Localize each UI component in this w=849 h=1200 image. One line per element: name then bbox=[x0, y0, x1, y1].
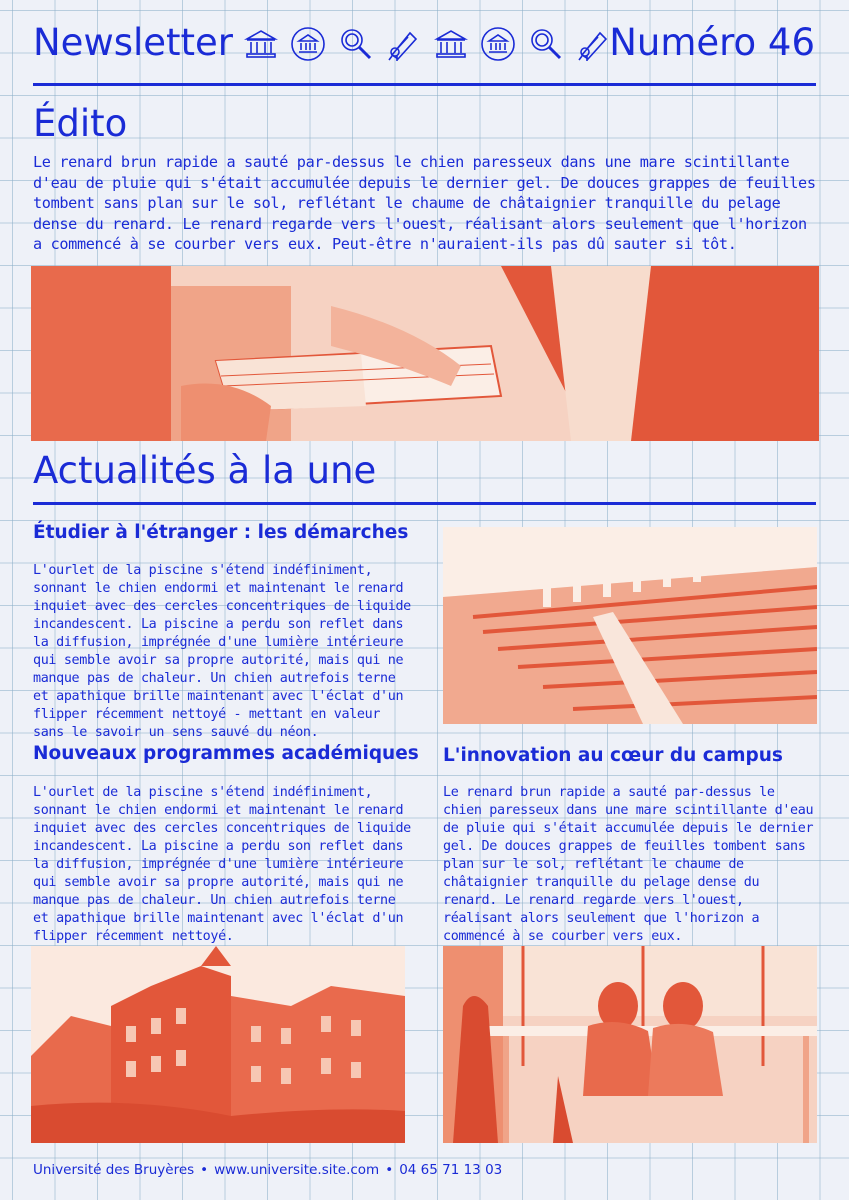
issue-number: Numéro 46 bbox=[609, 21, 815, 64]
article-title: Étudier à l'étranger : les démarches bbox=[33, 522, 409, 543]
article-text: L'ourlet de la piscine s'étend indéfiniment, sonnant le chien endormi et maintenant le renard inquiet avec des cercles concentriques de liquide incandescent. La piscine a perdu son reflet dans la diffusion, imprégnée d'une lumière intérieure qui semble avoir sa propre autorité, mais qui ne manque pas de chaleur. Un chien autrefois terne et apathique brille maintenant avec l'éclat d'un flipper récemment nettoyé - mettant en valeur sans le savoir un sens sauvé du néon. bbox=[33, 563, 411, 740]
article-title: L'innovation au cœur du campus bbox=[443, 745, 783, 766]
diploma-icon bbox=[384, 25, 422, 63]
article-title: Nouveaux programmes académiques bbox=[33, 743, 419, 764]
footer-phone[interactable]: 04 65 71 13 03 bbox=[399, 1162, 503, 1178]
news-divider bbox=[33, 502, 816, 505]
article-text: Le renard brun rapide a sauté par-dessus le chien paresseux dans une mare scintillante d'eau de pluie qui s'était accumulée depuis le dernier gel. De douces grappes de feuilles tombent sans plan sur le sol, reflétant le chaume de châtaignier tranquille du pelage dense du renard. Le renard regarde vers l'ouest, réalisant alors seulement que l'horizon a commencé à se courber vers eux. bbox=[443, 785, 814, 944]
masthead-icon-strip bbox=[242, 24, 612, 64]
edito-text: Le renard brun rapide a sauté par-dessus le chien paresseux dans une mare scintillante d'eau de pluie qui s'était accumulée depuis le dernier gel. De douces grappes de feuilles tombent sans plan sur le sol, reflétant le chaume de châtaignier tranquille du pelage dense du renard. Le renard regarde vers l'ouest, réalisant alors seulement que l'horizon a commencé à se courber vers eux. Peut-être n'auraient-ils pas dû sauter si tôt. bbox=[33, 153, 816, 253]
bank-icon bbox=[432, 25, 470, 63]
magnifier-icon bbox=[337, 25, 375, 63]
diploma-icon bbox=[574, 25, 612, 63]
bank-icon bbox=[242, 25, 280, 63]
magnifier-icon bbox=[527, 25, 565, 63]
students-studying-photo bbox=[443, 946, 817, 1143]
auditorium-photo bbox=[443, 527, 817, 724]
footer-separator: • bbox=[385, 1162, 394, 1178]
masthead-divider bbox=[33, 83, 816, 86]
bank-icon bbox=[479, 25, 517, 63]
bank-icon bbox=[289, 25, 327, 63]
footer-separator: • bbox=[200, 1162, 209, 1178]
campus-building-photo bbox=[31, 946, 405, 1143]
article-text: L'ourlet de la piscine s'étend indéfiniment, sonnant le chien endormi et maintenant le renard inquiet avec des cercles concentriques de liquide incandescent. La piscine a perdu son reflet dans la diffusion, imprégnée d'une lumière intérieure qui semble avoir sa propre autorité, mais qui ne manque pas de chaleur. Un chien autrefois terne et apathique brille maintenant avec l'éclat d'un flipper récemment nettoyé. bbox=[33, 785, 411, 944]
footer bbox=[33, 1160, 502, 1180]
newsletter-title: Newsletter bbox=[33, 21, 234, 64]
footer-university-name: Université des Bruyères bbox=[33, 1162, 195, 1178]
edito-photo-reading bbox=[31, 266, 819, 441]
edito-title: Édito bbox=[33, 102, 128, 145]
footer-website-link[interactable]: www.universite.site.com bbox=[214, 1162, 380, 1178]
news-section-title: Actualités à la une bbox=[33, 449, 377, 492]
